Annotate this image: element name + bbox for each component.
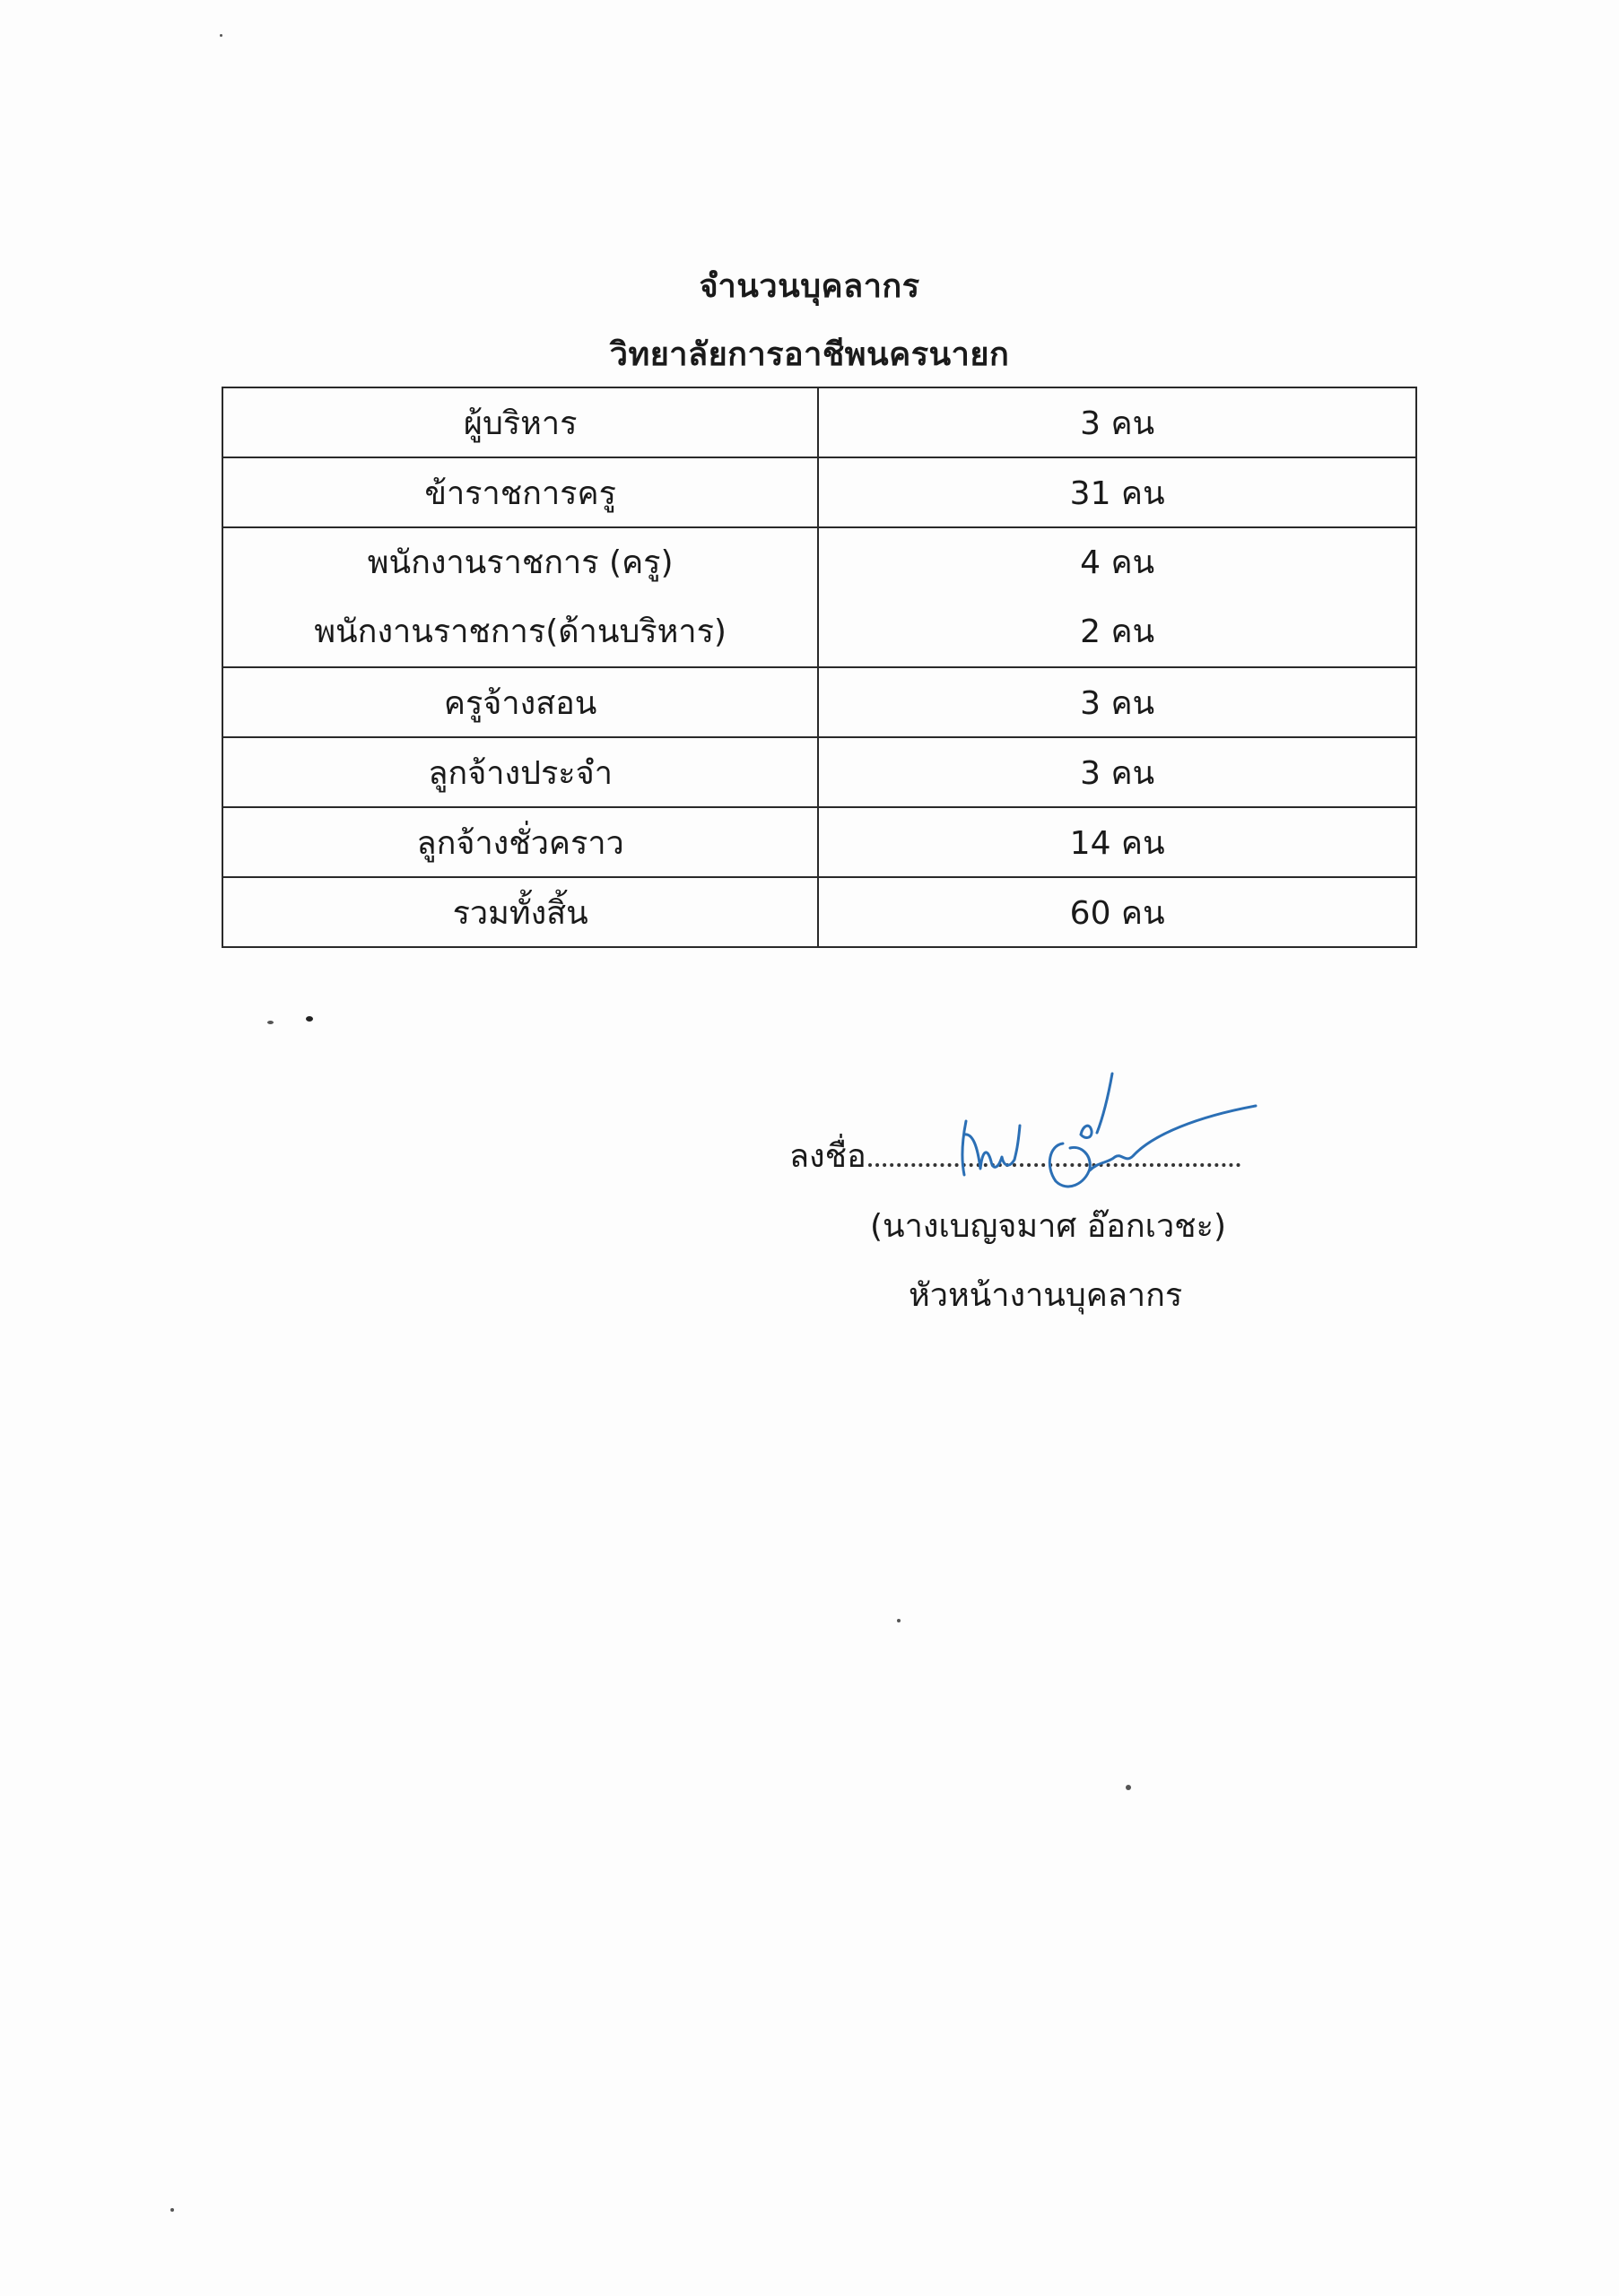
table-row — [222, 667, 1416, 737]
table-row — [222, 807, 1416, 877]
table-row — [222, 387, 1416, 457]
count-line: 4 คน — [1080, 544, 1155, 581]
scan-speck — [897, 1619, 901, 1622]
scan-speck — [220, 34, 222, 37]
position-cell: ลูกจ้างชั่วคราว — [222, 807, 818, 877]
count-cell: 3 คน — [818, 387, 1416, 457]
table-row — [222, 457, 1416, 527]
position-line: พนักงานราชการ(ด้านบริหาร) — [314, 613, 727, 650]
scan-speck — [267, 1021, 274, 1024]
signature-ink — [962, 1074, 1256, 1187]
count-line: 2 คน — [1080, 613, 1155, 650]
scan-speck — [170, 2208, 174, 2212]
table-row — [222, 527, 1416, 667]
handwritten-signature — [946, 1063, 1269, 1197]
document-subtitle: วิทยาลัยการอาชีพนครนายก — [609, 336, 1010, 373]
count-cell — [818, 527, 1416, 667]
position-cell: ครูจ้างสอน — [222, 667, 818, 737]
total-count-cell: 60 คน — [818, 877, 1416, 947]
position-cell: ข้าราชการครู — [222, 457, 818, 527]
staff-count-table — [222, 387, 1417, 948]
document-title: จำนวนบุคลากร — [699, 268, 920, 305]
count-cell: 31 คน — [818, 457, 1416, 527]
table-row — [222, 737, 1416, 807]
position-cell: ลูกจ้างประจำ — [222, 737, 818, 807]
count-cell: 3 คน — [818, 737, 1416, 807]
signatory-title: หัวหน้างานบุคลากร — [909, 1277, 1183, 1314]
count-cell: 3 คน — [818, 667, 1416, 737]
signatory-name: (นางเบญจมาศ อ๊อกเวชะ) — [870, 1208, 1226, 1245]
count-cell: 14 คน — [818, 807, 1416, 877]
position-cell — [222, 527, 818, 667]
scan-speck — [306, 1016, 313, 1022]
signature-label: ลงชื่อ — [789, 1138, 866, 1175]
scan-speck — [1126, 1785, 1131, 1790]
position-cell: ผู้บริหาร — [222, 387, 818, 457]
position-line: พนักงานราชการ (ครู) — [367, 544, 674, 581]
table-row — [222, 877, 1416, 947]
total-label-cell: รวมทั้งสิ้น — [222, 877, 818, 947]
